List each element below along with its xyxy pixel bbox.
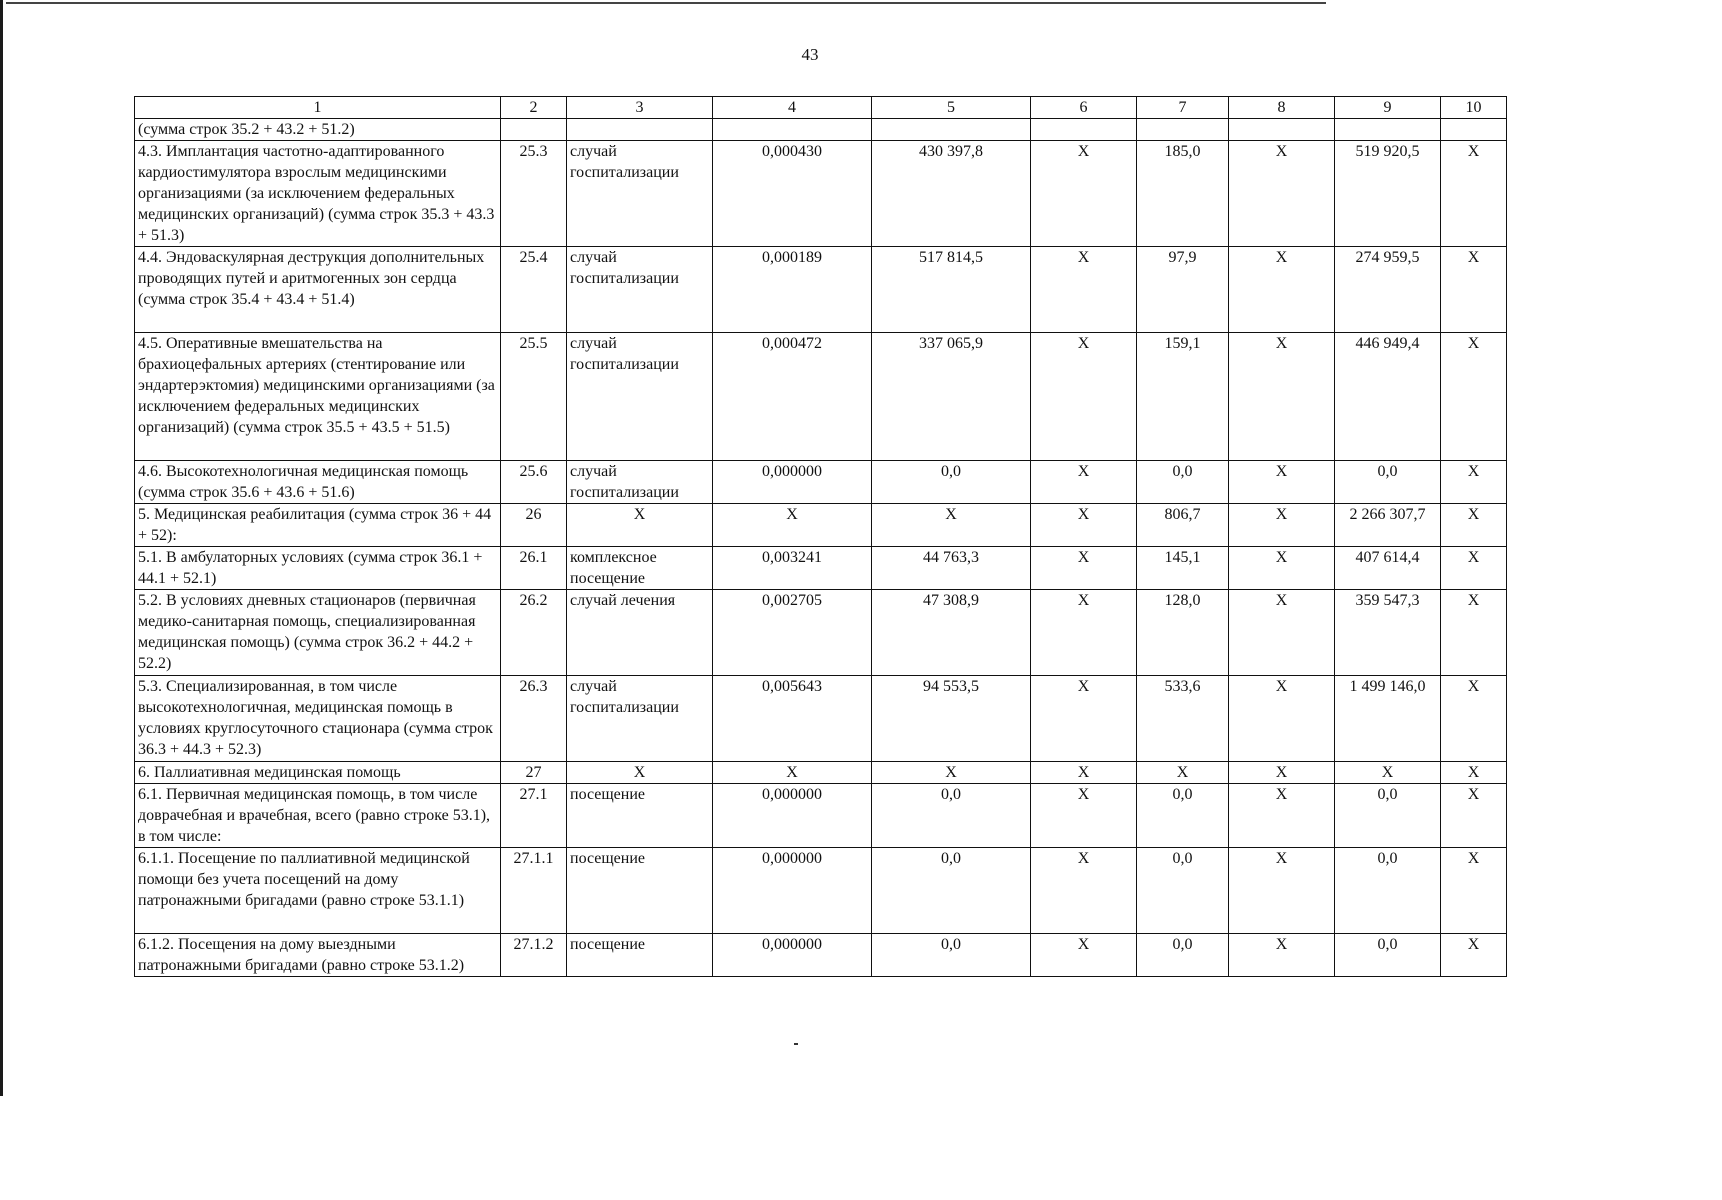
cell-col7: 185,0 (1137, 141, 1229, 247)
table-row (135, 461, 1507, 504)
row-code: 26.3 (501, 676, 567, 762)
cell-col8: X (1229, 333, 1335, 461)
scan-edge (0, 0, 3, 1096)
cell-col9 (1335, 119, 1441, 141)
cell-col9: 0,0 (1335, 461, 1441, 504)
cell-col5: 0,0 (872, 784, 1031, 848)
cell-col9: 1 499 146,0 (1335, 676, 1441, 762)
cell-col5: X (872, 504, 1031, 547)
cell-col8: X (1229, 247, 1335, 333)
table-row (135, 762, 1507, 784)
cell-col8: X (1229, 934, 1335, 977)
cell-col4: 0,005643 (713, 676, 872, 762)
row-unit: случай госпитализации (567, 247, 713, 333)
table-row (135, 590, 1507, 676)
cell-col5: 0,0 (872, 848, 1031, 934)
cell-col5: 47 308,9 (872, 590, 1031, 676)
cell-col7 (1137, 119, 1229, 141)
cell-col4: 0,000000 (713, 784, 872, 848)
row-code: 26.1 (501, 547, 567, 590)
cell-col8: X (1229, 676, 1335, 762)
column-header: 1 (135, 97, 501, 119)
column-header: 2 (501, 97, 567, 119)
table-row (135, 333, 1507, 461)
table-row (135, 676, 1507, 762)
column-header: 4 (713, 97, 872, 119)
row-name: 6.1. Первичная медицинская помощь, в том числе доврачебная и врачебная, всего (равно строке 53.1), в том числе: (135, 784, 501, 848)
row-code: 25.4 (501, 247, 567, 333)
cell-col10: X (1441, 504, 1507, 547)
cell-col10 (1441, 119, 1507, 141)
row-unit: комплексное посещение (567, 547, 713, 590)
row-code: 27.1 (501, 784, 567, 848)
column-header: 9 (1335, 97, 1441, 119)
table-row (135, 504, 1507, 547)
row-name: 5. Медицинская реабилитация (сумма строк 36 + 44 + 52): (135, 504, 501, 547)
cell-col10: X (1441, 848, 1507, 934)
cell-col7: 145,1 (1137, 547, 1229, 590)
row-name: 5.2. В условиях дневных стационаров (первичная медико-санитарная помощь, специализированная медицинская помощь) (сумма строк 36.2 + 44.2 + 52.2) (135, 590, 501, 676)
table-row (135, 784, 1507, 848)
cell-col6: X (1031, 504, 1137, 547)
cell-col7: 0,0 (1137, 848, 1229, 934)
cell-col8 (1229, 119, 1335, 141)
cell-col8: X (1229, 848, 1335, 934)
cell-col4: 0,000000 (713, 848, 872, 934)
row-unit: случай госпитализации (567, 141, 713, 247)
row-code: 25.6 (501, 461, 567, 504)
cell-col9: 0,0 (1335, 934, 1441, 977)
column-header: 10 (1441, 97, 1507, 119)
row-unit: посещение (567, 934, 713, 977)
cell-col8: X (1229, 762, 1335, 784)
row-code: 27 (501, 762, 567, 784)
cell-col9: 2 266 307,7 (1335, 504, 1441, 547)
cell-col4: 0,000189 (713, 247, 872, 333)
cell-col7: 806,7 (1137, 504, 1229, 547)
data-table (134, 96, 1507, 977)
cell-col7: 159,1 (1137, 333, 1229, 461)
cell-col10: X (1441, 590, 1507, 676)
row-unit: X (567, 504, 713, 547)
cell-col9: 359 547,3 (1335, 590, 1441, 676)
row-unit: посещение (567, 784, 713, 848)
cell-col5: 0,0 (872, 461, 1031, 504)
cell-col4: 0,000430 (713, 141, 872, 247)
cell-col5: 94 553,5 (872, 676, 1031, 762)
column-number-row (135, 97, 1507, 119)
cell-col6: X (1031, 247, 1137, 333)
row-code: 27.1.2 (501, 934, 567, 977)
cell-col10: X (1441, 676, 1507, 762)
cell-col7: 0,0 (1137, 461, 1229, 504)
cell-col8: X (1229, 461, 1335, 504)
cell-col4: 0,002705 (713, 590, 872, 676)
cell-col9: 407 614,4 (1335, 547, 1441, 590)
cell-col6: X (1031, 848, 1137, 934)
row-unit: случай госпитализации (567, 461, 713, 504)
page-number: 43 (801, 45, 819, 64)
row-name: 5.3. Специализированная, в том числе высокотехнологичная, медицинская помощь в условиях круглосуточного стационара (сумма строк 36.3 + 44.3 + 52.3) (135, 676, 501, 762)
cell-col4: X (713, 762, 872, 784)
column-header: 3 (567, 97, 713, 119)
row-code: 26 (501, 504, 567, 547)
cell-col7: 533,6 (1137, 676, 1229, 762)
cell-col6: X (1031, 141, 1137, 247)
row-unit: случай лечения (567, 590, 713, 676)
row-name: 4.6. Высокотехнологичная медицинская помощь (сумма строк 35.6 + 43.6 + 51.6) (135, 461, 501, 504)
cell-col10: X (1441, 784, 1507, 848)
cell-col8: X (1229, 590, 1335, 676)
cell-col4: X (713, 504, 872, 547)
column-header: 8 (1229, 97, 1335, 119)
table-row (135, 934, 1507, 977)
table-row (135, 141, 1507, 247)
cell-col5: 0,0 (872, 934, 1031, 977)
cell-col4: 0,000000 (713, 461, 872, 504)
cell-col7: 97,9 (1137, 247, 1229, 333)
cell-col6 (1031, 119, 1137, 141)
cell-col10: X (1441, 461, 1507, 504)
cell-col10: X (1441, 934, 1507, 977)
row-unit: X (567, 762, 713, 784)
cell-col6: X (1031, 547, 1137, 590)
cell-col10: X (1441, 547, 1507, 590)
cell-col9: 446 949,4 (1335, 333, 1441, 461)
cell-col7: 0,0 (1137, 784, 1229, 848)
cell-col6: X (1031, 934, 1137, 977)
cell-col7: X (1137, 762, 1229, 784)
row-name: 5.1. В амбулаторных условиях (сумма строк 36.1 + 44.1 + 52.1) (135, 547, 501, 590)
cell-col4: 0,000000 (713, 934, 872, 977)
table-row (135, 848, 1507, 934)
row-unit: случай госпитализации (567, 333, 713, 461)
cell-col8: X (1229, 141, 1335, 247)
row-name: 4.4. Эндоваскулярная деструкция дополнительных проводящих путей и аритмогенных зон сердца (сумма строк 35.4 + 43.4 + 51.4) (135, 247, 501, 333)
row-code: 25.3 (501, 141, 567, 247)
row-name: 6. Паллиативная медицинская помощь (135, 762, 501, 784)
cell-col5: 430 397,8 (872, 141, 1031, 247)
column-header: 6 (1031, 97, 1137, 119)
table-row (135, 119, 1507, 141)
cell-col10: X (1441, 141, 1507, 247)
cell-col4: 0,003241 (713, 547, 872, 590)
row-code: 27.1.1 (501, 848, 567, 934)
scan-top-line (6, 2, 1326, 4)
cell-col7: 128,0 (1137, 590, 1229, 676)
column-header: 5 (872, 97, 1031, 119)
cell-col10: X (1441, 762, 1507, 784)
row-name: 6.1.1. Посещение по паллиативной медицинской помощи без учета посещений на дому патронажными бригадами (равно строке 53.1.1) (135, 848, 501, 934)
row-code (501, 119, 567, 141)
cell-col6: X (1031, 590, 1137, 676)
cell-col9: 0,0 (1335, 784, 1441, 848)
cell-col5: 337 065,9 (872, 333, 1031, 461)
cell-col9: 519 920,5 (1335, 141, 1441, 247)
table-row (135, 247, 1507, 333)
cell-col8: X (1229, 784, 1335, 848)
cell-col10: X (1441, 333, 1507, 461)
cell-col5 (872, 119, 1031, 141)
cell-col5: 44 763,3 (872, 547, 1031, 590)
cell-col5: 517 814,5 (872, 247, 1031, 333)
cell-col6: X (1031, 784, 1137, 848)
row-unit (567, 119, 713, 141)
cell-col6: X (1031, 461, 1137, 504)
cell-col10: X (1441, 247, 1507, 333)
cell-col9: 274 959,5 (1335, 247, 1441, 333)
row-unit: посещение (567, 848, 713, 934)
cell-col9: 0,0 (1335, 848, 1441, 934)
cell-col5: X (872, 762, 1031, 784)
row-name: 4.5. Оперативные вмешательства на брахиоцефальных артериях (стентирование или эндартерэктомия) медицинскими организациями (за исключением федеральных медицинских организаций) (сумма строк 35.5 + 43.5 + 51.5) (135, 333, 501, 461)
row-code: 25.5 (501, 333, 567, 461)
row-code: 26.2 (501, 590, 567, 676)
cell-col8: X (1229, 504, 1335, 547)
cell-col4 (713, 119, 872, 141)
cell-col6: X (1031, 676, 1137, 762)
scan-speck (794, 1043, 798, 1045)
cell-col7: 0,0 (1137, 934, 1229, 977)
row-name: (сумма строк 35.2 + 43.2 + 51.2) (135, 119, 501, 141)
cell-col4: 0,000472 (713, 333, 872, 461)
row-unit: случай госпитализации (567, 676, 713, 762)
row-name: 4.3. Имплантация частотно-адаптированного кардиостимулятора взрослым медицинскими организациями (за исключением федеральных медицинских организаций) (сумма строк 35.3 + 43.3 + 51.3) (135, 141, 501, 247)
column-header: 7 (1137, 97, 1229, 119)
table-row (135, 547, 1507, 590)
row-name: 6.1.2. Посещения на дому выездными патронажными бригадами (равно строке 53.1.2) (135, 934, 501, 977)
cell-col6: X (1031, 333, 1137, 461)
cell-col9: X (1335, 762, 1441, 784)
cell-col6: X (1031, 762, 1137, 784)
cell-col8: X (1229, 547, 1335, 590)
